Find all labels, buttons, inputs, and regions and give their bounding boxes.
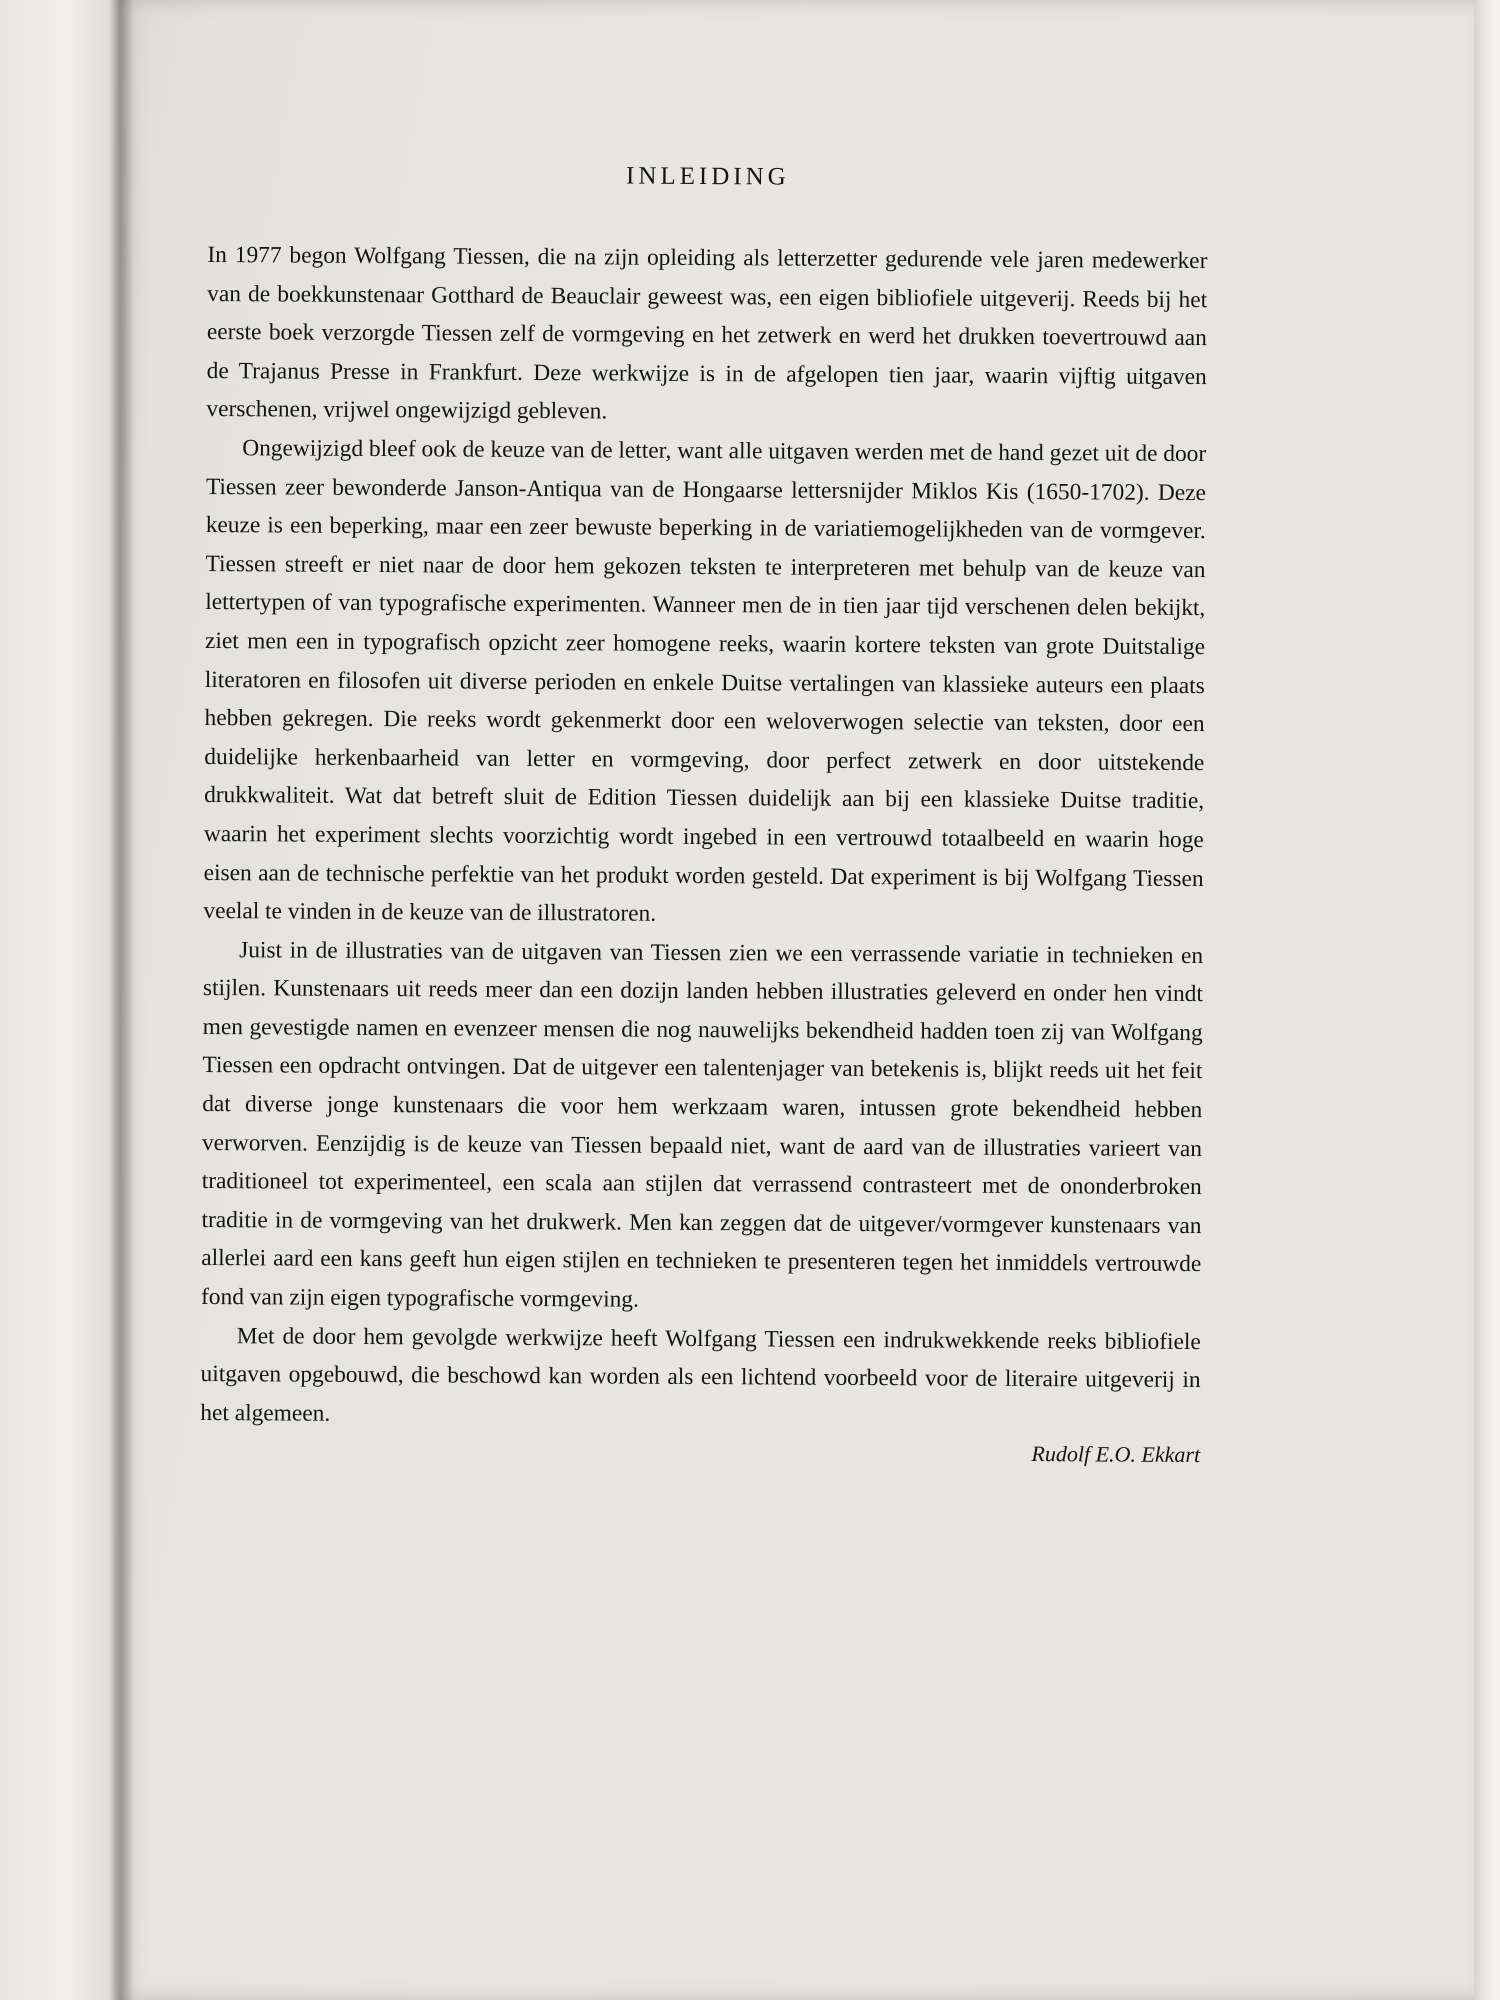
paragraph-4: Met de door hem gevolgde werkwijze heeft Wolfgang Tiessen een indrukwekkende reeks bibliofiele uitgaven opgebouwd, die beschowd kan worden als een lichtend voorbeeld voor de literaire uitgeverij in het algemeen. (200, 1322, 1201, 1427)
paragraph-3: Juist in de illustraties van de uitgaven van Tiessen zien we een verrassende variatie in technieken en stijlen. Kunstenaars uit reeds meer dan een dozijn landen hebben illustraties geleverd en onder hen vindt men gevestigde namen en evenzeer mensen die nog nauwelijks bekendheid hadden toen zij van Wolfgang Tiessen een opdracht ontvingen. Dat de uitgever een talentenjager van betekenis is, blijkt reeds uit het feit dat diverse jonge kunstenaars die voor hem werkzaam waren, intussen grote bekendheid hebben verworven. Eenzijdig is de keuze van Tiessen bepaald niet, want de aard van de illustraties varieert van traditioneel tot experimenteel, een scala aan stijlen dat verrassend contrasteert met de ononderbroken traditie in de vormgeving van het drukwerk. Men kan zeggen dat de uitgever/vormgever kunstenaars van allerlei aard een kans geeft hun eigen stijlen en technieken te presenteren tegen het inmiddels vertrouwde fond van zijn eigen typografische vormgeving. (200, 936, 1204, 1313)
paragraph-1: In 1977 begon Wolfgang Tiessen, die na zijn opleiding als letterzetter gedurende vele jaren medewerker van de boekkunstenaar Gotthard de Beauclair geweest was, een eigen bibliofiele uitgeverij. Reeds bij het eerste boek verzorgde Tiessen zelf de vormgeving en het zetwerk en werd het drukken toevertrouwd aan de Trajanus Presse in Frankfurt. Deze werkwijze is in de afgelopen tien jaar, waarin vijftig uitgaven verschenen, vrijwel ongewijzigd gebleven. (206, 241, 1208, 425)
author-signature: Rudolf E.O. Ekkart (1031, 1441, 1201, 1468)
page-heading: INLEIDING (625, 162, 790, 191)
right-page-edge (1474, 0, 1500, 2000)
book-page (118, 0, 1476, 2000)
page-content (200, 160, 1208, 1468)
book-gutter (110, 0, 134, 2000)
paragraph-2: Ongewijzigd bleef ook de keuze van de letter, want alle uitgaven werden met de hand gezet uit de door Tiessen zeer bewonderde Janson-Antiqua van de Hongaarse lettersnijder Miklos Kis (1650-1702). Deze keuze is een beperking, maar een zeer bewuste beperking in de variatiemogelijkheden van de vormgever. Tiessen streeft er niet naar de door hem gekozen teksten te interpreteren met behulp van de keuze van lettertypen of van typografische experimenten. Wanneer men de in tien jaar tijd verschenen delen bekijkt, ziet men een in typografisch opzicht zeer homogene reeks, waarin kortere teksten van grote Duitstalige literatoren en filosofen uit diverse perioden en enkele Duitse vertalingen van klassieke auteurs een plaats hebben gekregen. Die reeks wordt gekenmerkt door een weloverwogen selectie van teksten, door een duidelijke herkenbaarheid van letter en vormgeving, door perfect zetwerk en door uitstekende drukkwaliteit. Wat dat betreft sluit de Edition Tiessen duidelijk aan bij een klassieke Duitse traditie, waarin het experiment slechts voorzichtig wordt ingebed in een vertrouwd totaalbeeld en waarin hoge eisen aan de technische perfektie van het produkt worden gesteld. Dat experiment is bij Wolfgang Tiessen veelal te vinden in de keuze van de illustratoren. (203, 435, 1207, 927)
left-page-edge (0, 0, 122, 2000)
